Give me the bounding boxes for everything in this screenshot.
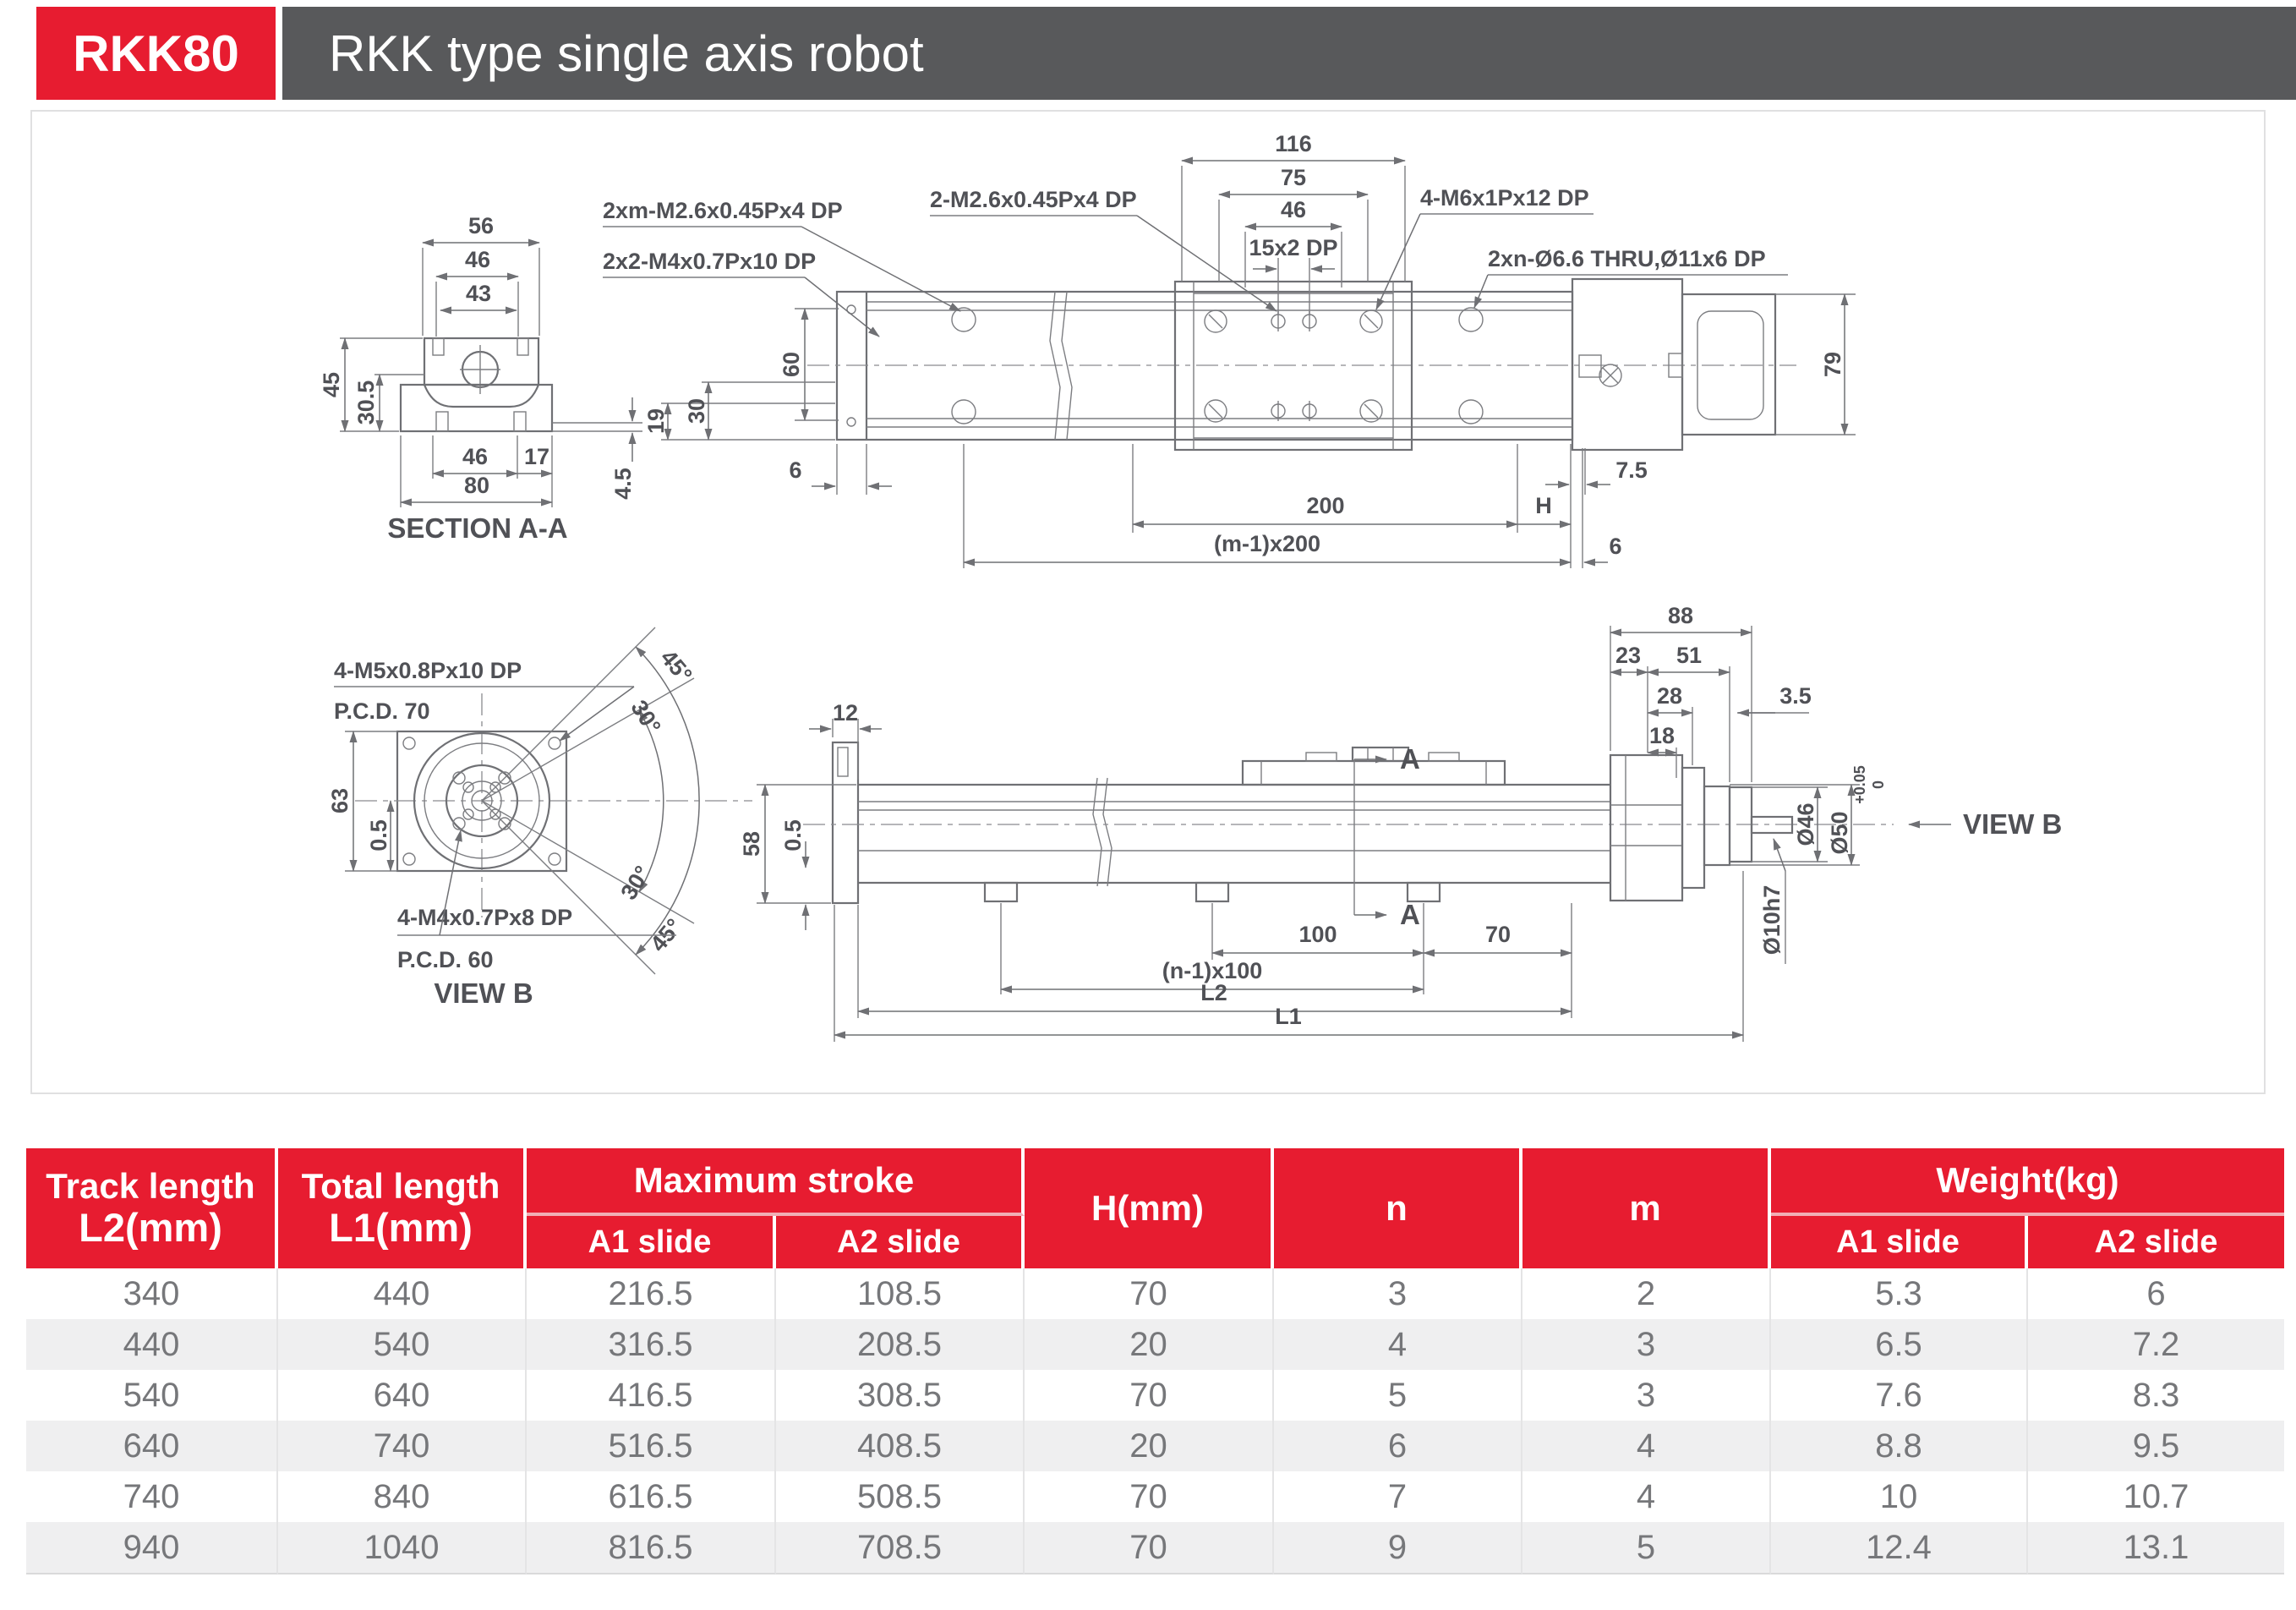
table-cell: 7 — [1274, 1471, 1522, 1522]
table-cell: 4 — [1522, 1421, 1771, 1471]
page-title: RKK type single axis robot — [329, 25, 924, 82]
table-cell: 70 — [1025, 1268, 1274, 1319]
table-cell: 840 — [278, 1471, 527, 1522]
dim-label: 7.5 — [1615, 457, 1648, 483]
table-cell: 5.3 — [1771, 1268, 2028, 1319]
dim-label: 70 — [1484, 922, 1512, 947]
spec-table — [26, 1148, 2284, 1574]
callout-label: 2-M2.6x0.45Px4 DP — [930, 187, 1137, 212]
table-cell: 616.5 — [527, 1471, 776, 1522]
table-cell: 20 — [1025, 1421, 1274, 1471]
col-header-m: m — [1522, 1148, 1771, 1268]
col-header-a2-slide: A2 slide — [776, 1216, 1025, 1268]
section-mark: A — [1400, 899, 1420, 930]
tolerance-label: 0 — [1870, 780, 1887, 790]
view-b — [327, 627, 752, 1009]
table-cell: 5 — [1274, 1370, 1522, 1421]
section-aa-label: SECTION A-A — [387, 512, 568, 544]
col-header-h-mm: H(mm) — [1025, 1148, 1274, 1268]
dim-label: 30 — [684, 397, 709, 424]
table-cell: 316.5 — [527, 1319, 776, 1370]
top-view — [603, 131, 1856, 568]
table-cell: 308.5 — [776, 1370, 1025, 1421]
section-aa-view — [319, 213, 642, 544]
dim-label: 46 — [464, 247, 491, 272]
table-cell: 9.5 — [2028, 1421, 2284, 1471]
callout-label: 2xm-M2.6x0.45Px4 DP — [603, 198, 843, 223]
table-cell: 10.7 — [2028, 1471, 2284, 1522]
callout-label: P.C.D. 60 — [397, 947, 494, 972]
dim-label: 0.5 — [780, 819, 806, 852]
col-header-weight: Weight(kg) — [1771, 1148, 2284, 1216]
dim-label: 18 — [1648, 723, 1676, 748]
table-cell: 4 — [1522, 1471, 1771, 1522]
callout-label: 2x2-M4x0.7Px10 DP — [603, 249, 817, 274]
dim-label: (n-1)x100 — [1162, 958, 1263, 983]
table-cell: 440 — [26, 1319, 278, 1370]
table-cell: 70 — [1025, 1522, 1274, 1574]
table-cell: 2 — [1522, 1268, 1771, 1319]
table-cell: 6 — [1274, 1421, 1522, 1471]
table-cell: 640 — [26, 1421, 278, 1471]
table-cell: 740 — [26, 1471, 278, 1522]
table-row — [26, 1268, 2284, 1319]
table-cell: 408.5 — [776, 1421, 1025, 1471]
table-row — [26, 1370, 2284, 1421]
table-cell: 640 — [278, 1370, 527, 1421]
dim-label: 28 — [1656, 683, 1683, 709]
tolerance-label: +0.05 — [1851, 765, 1868, 804]
dim-label: 43 — [465, 281, 492, 306]
table-cell: 6.5 — [1771, 1319, 2028, 1370]
table-cell: 10 — [1771, 1471, 2028, 1522]
table-row — [26, 1522, 2284, 1574]
table-row — [26, 1471, 2284, 1522]
dim-label: 100 — [1298, 922, 1337, 947]
side-view — [739, 603, 2062, 1042]
table-cell: 816.5 — [527, 1522, 776, 1574]
dim-label: 80 — [463, 473, 490, 498]
table-cell: 516.5 — [527, 1421, 776, 1471]
table-cell: 940 — [26, 1522, 278, 1574]
table-cell: 540 — [278, 1319, 527, 1370]
table-cell: 8.8 — [1771, 1421, 2028, 1471]
col-header-track-length — [26, 1148, 278, 1268]
callout-label: P.C.D. 70 — [334, 698, 430, 724]
table-cell: 708.5 — [776, 1522, 1025, 1574]
col-header-total-line1: Total length — [301, 1166, 500, 1207]
table-cell: 70 — [1025, 1471, 1274, 1522]
table-cell: 3 — [1522, 1319, 1771, 1370]
table-cell: 416.5 — [527, 1370, 776, 1421]
table-cell: 440 — [278, 1268, 527, 1319]
dim-label: 46 — [1280, 197, 1307, 222]
angle-label: 45° — [645, 913, 687, 957]
col-header-weight-a1-slide: A1 slide — [1771, 1216, 2028, 1268]
col-header-track-line1: Track length — [46, 1166, 255, 1207]
callout-label: 4-M4x0.7Px8 DP — [397, 905, 573, 930]
table-cell: 12.4 — [1771, 1522, 2028, 1574]
dim-label: 3.5 — [1779, 683, 1812, 709]
dim-label: 23 — [1615, 643, 1642, 668]
angle-label: 30° — [615, 861, 656, 905]
dim-label: H — [1535, 493, 1552, 518]
callout-label: 4-M5x0.8Px10 DP — [334, 658, 522, 683]
table-cell: 7.2 — [2028, 1319, 2284, 1370]
table-cell: 70 — [1025, 1370, 1274, 1421]
dim-label: L1 — [1275, 1004, 1302, 1029]
dim-label: 51 — [1676, 643, 1703, 668]
dim-label: 30.5 — [353, 380, 379, 425]
table-row — [26, 1421, 2284, 1471]
col-header-total-length — [278, 1148, 527, 1268]
dim-label: 75 — [1280, 165, 1307, 190]
col-header-maximum-stroke: Maximum stroke — [527, 1148, 1025, 1216]
model-badge: RKK80 — [36, 7, 276, 100]
col-header-weight-a2-slide: A2 slide — [2028, 1216, 2284, 1268]
dim-label: Ø46 — [1793, 802, 1818, 846]
dim-label: 19 — [643, 408, 669, 435]
table-cell: 4 — [1274, 1319, 1522, 1370]
section-mark: A — [1400, 743, 1420, 775]
table-cell: 8.3 — [2028, 1370, 2284, 1421]
view-b-label: VIEW B — [434, 978, 533, 1009]
table-cell: 7.6 — [1771, 1370, 2028, 1421]
col-header-a1-slide: A1 slide — [527, 1216, 776, 1268]
table-cell: 3 — [1522, 1370, 1771, 1421]
table-cell: 20 — [1025, 1319, 1274, 1370]
table-cell: 108.5 — [776, 1268, 1025, 1319]
table-cell: 216.5 — [527, 1268, 776, 1319]
angle-label: 45° — [655, 644, 697, 688]
dim-label: 45 — [319, 371, 344, 398]
table-cell: 6 — [2028, 1268, 2284, 1319]
table-cell: 508.5 — [776, 1471, 1025, 1522]
dim-label: 200 — [1306, 493, 1345, 518]
dim-label: 15x2 DP — [1249, 235, 1338, 260]
dim-label: 17 — [523, 444, 550, 469]
page-header — [36, 7, 2296, 100]
col-header-total-line2: L1(mm) — [329, 1205, 473, 1251]
table-cell: 540 — [26, 1370, 278, 1421]
angle-label: 30° — [626, 695, 666, 739]
table-row — [26, 1319, 2284, 1370]
table-cell: 13.1 — [2028, 1522, 2284, 1574]
callout-label: 2xn-Ø6.6 THRU,Ø11x6 DP — [1488, 246, 1766, 271]
spec-table-body — [26, 1268, 2284, 1574]
dim-label: 60 — [779, 351, 804, 378]
col-header-n: n — [1274, 1148, 1522, 1268]
dim-label: 58 — [739, 830, 764, 857]
col-header-track-line2: L2(mm) — [79, 1205, 222, 1251]
table-cell: 3 — [1274, 1268, 1522, 1319]
dim-label: 6 — [1609, 534, 1622, 559]
dim-label: 116 — [1275, 131, 1312, 156]
table-cell: 340 — [26, 1268, 278, 1319]
table-cell: 5 — [1522, 1522, 1771, 1574]
page-title-bar — [282, 7, 2296, 100]
table-cell: 9 — [1274, 1522, 1522, 1574]
dim-label: 46 — [462, 444, 489, 469]
dim-label: 88 — [1667, 603, 1694, 628]
spec-table-container — [26, 1148, 2284, 1574]
dim-label: 6 — [789, 457, 802, 483]
dim-label: Ø50 — [1827, 811, 1852, 855]
dim-label: 79 — [1820, 351, 1845, 378]
table-cell: 1040 — [278, 1522, 527, 1574]
dim-label: 12 — [832, 700, 859, 726]
view-b-reference: VIEW B — [1963, 808, 2063, 840]
dim-label: (m-1)x200 — [1213, 531, 1321, 556]
dim-label: 56 — [467, 213, 495, 238]
dim-label: 4.5 — [610, 468, 636, 500]
dim-label: 63 — [327, 787, 353, 814]
technical-drawing — [30, 110, 2266, 1094]
callout-label: 4-M6x1Px12 DP — [1420, 185, 1589, 211]
table-cell: 740 — [278, 1421, 527, 1471]
table-cell: 208.5 — [776, 1319, 1025, 1370]
dim-label: Ø10h7 — [1759, 884, 1785, 956]
dim-label: 0.5 — [366, 819, 391, 852]
carriage-screws — [1205, 310, 1382, 422]
dim-label: L2 — [1200, 980, 1227, 1005]
drawing-panel — [30, 110, 2266, 1094]
